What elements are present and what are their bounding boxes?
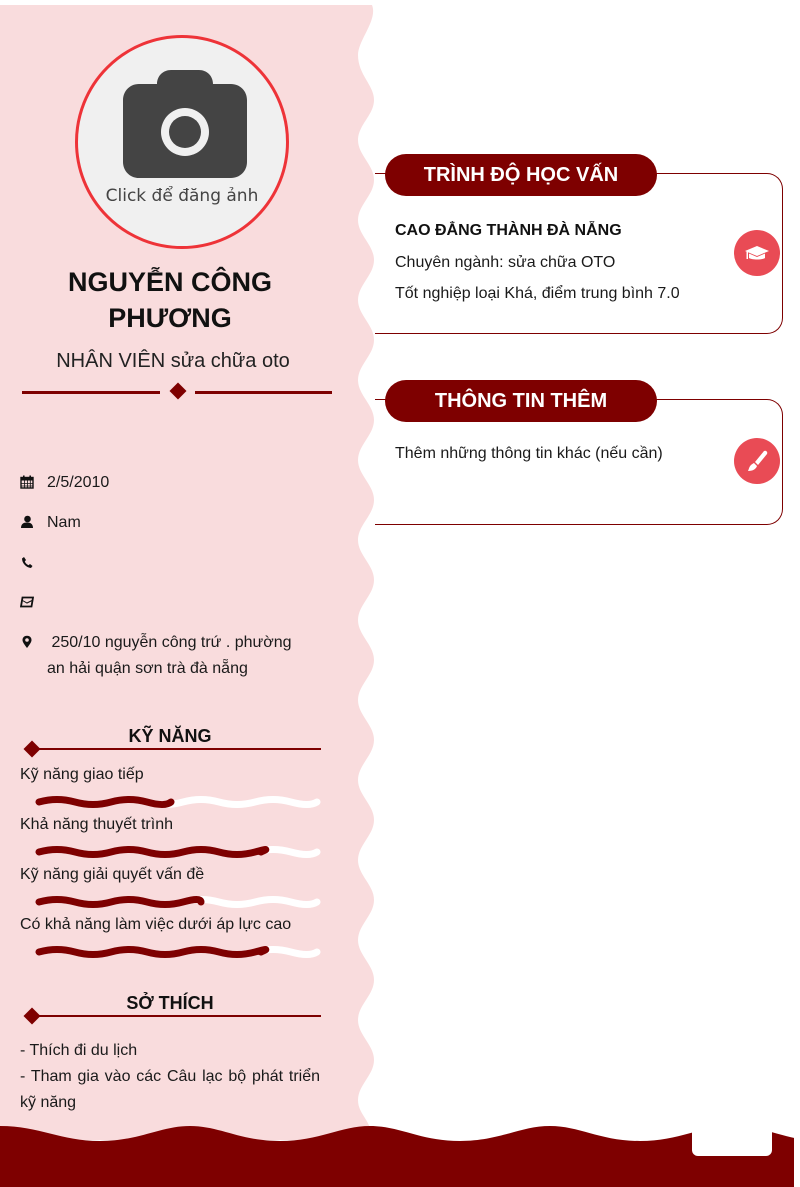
birthday-value: 2/5/2010 — [47, 474, 110, 491]
diamond-icon — [24, 741, 41, 758]
hobbies-rule — [24, 1009, 321, 1025]
graduation-cap-icon — [734, 230, 780, 276]
skills-rule — [24, 742, 321, 758]
skill-bar — [33, 895, 323, 909]
hobby-item: - Tham gia vào các Câu lạc bộ phát triển kỹ năng — [20, 1068, 320, 1111]
hobby-item: - Thích đi du lịch — [20, 1042, 138, 1059]
education-major[interactable]: Chuyên ngành: sửa chữa OTO — [395, 254, 616, 271]
title-divider — [22, 384, 332, 400]
skill-label[interactable]: Kỹ năng giải quyết vấn đề — [20, 866, 205, 883]
gender-value: Nam — [47, 514, 81, 531]
education-grade[interactable]: Tốt nghiệp loại Khá, điểm trung bình 7.0 — [395, 285, 680, 302]
education-title[interactable]: TRÌNH ĐỘ HỌC VẤN — [385, 154, 657, 196]
upload-photo-label: Click để đăng ảnh — [105, 186, 259, 206]
paint-brush-icon — [734, 438, 780, 484]
skill-bar — [33, 945, 323, 959]
avatar-upload[interactable] — [75, 35, 289, 249]
envelope-icon — [20, 595, 34, 609]
phone-icon — [20, 555, 34, 569]
address-line-1: 250/10 nguyễn công trứ . phường — [47, 634, 292, 651]
name-line-1: NGUYỄN CÔNG — [67, 267, 273, 297]
name-line-2: PHƯƠNG — [108, 303, 232, 333]
skill-label[interactable]: Kỹ năng giao tiếp — [20, 766, 144, 783]
map-marker-icon — [20, 635, 34, 649]
skills-title[interactable]: KỸ NĂNG — [128, 726, 212, 746]
full-name[interactable] — [20, 264, 320, 336]
address-line-2: an hải quận sơn trà đà nẵng — [47, 660, 248, 677]
skill-label[interactable]: Có khả năng làm việc dưới áp lực cao — [20, 916, 292, 933]
extra-info-title[interactable]: THÔNG TIN THÊM — [385, 380, 657, 422]
skill-bar — [33, 795, 323, 809]
diamond-icon — [24, 1008, 41, 1025]
education-school[interactable]: CAO ĐẲNG THÀNH ĐÀ NẴNG — [395, 222, 622, 239]
job-title[interactable]: NHÂN VIÊN sửa chữa oto — [56, 350, 290, 372]
user-icon — [20, 515, 34, 529]
calendar-icon — [20, 475, 34, 489]
skill-bar — [33, 845, 323, 859]
extra-info-text[interactable]: Thêm những thông tin khác (nếu cần) — [395, 445, 663, 462]
diamond-icon — [170, 383, 187, 400]
hobbies-title[interactable]: SỞ THÍCH — [126, 993, 214, 1013]
camera-icon — [123, 70, 247, 178]
skill-label[interactable]: Khả năng thuyết trình — [20, 816, 173, 833]
footer-tab — [692, 1120, 772, 1156]
hobbies-text[interactable] — [20, 1038, 320, 1116]
